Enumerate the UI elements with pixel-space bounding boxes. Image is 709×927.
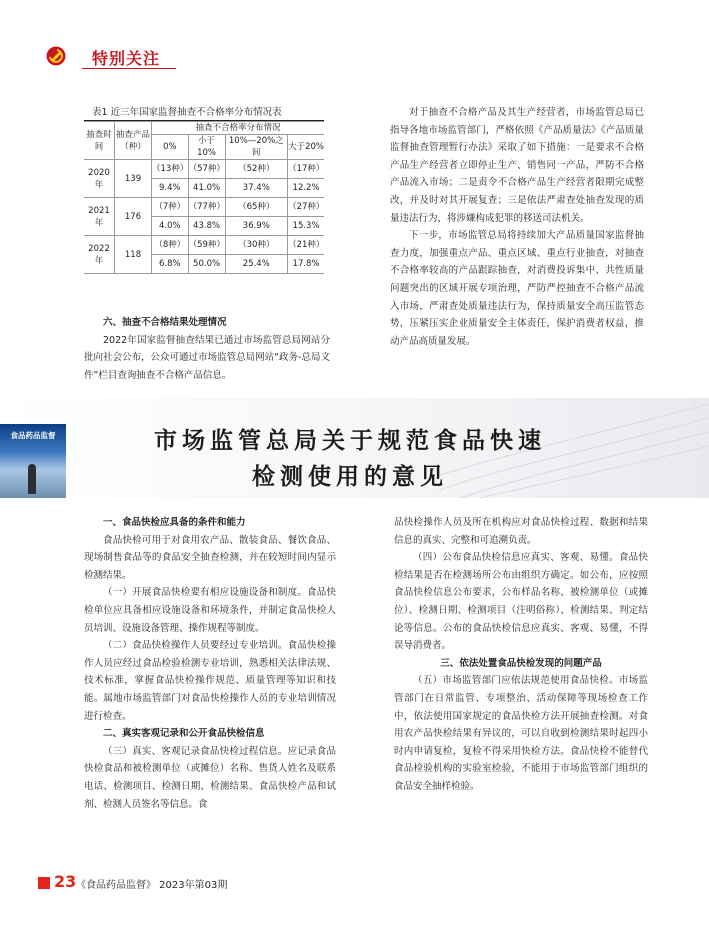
paragraph: 2022年国家监督抽查结果已通过市场监管总局网站分批向社会公布，公众可通过市场监管总局网站“政务-总局文件”栏目查询抽查不合格产品信息。 xyxy=(84,334,330,381)
header-band: 10%—20%之间 xyxy=(225,135,288,160)
count-cell: （13种） xyxy=(152,160,189,179)
percent-cell: 17.8% xyxy=(288,255,324,274)
header-band: 大于20% xyxy=(288,135,324,160)
percent-cell: 50.0% xyxy=(188,255,225,274)
header-band: 小于10% xyxy=(188,135,225,160)
year-cell: 2020年 xyxy=(84,160,115,198)
percent-cell: 37.4% xyxy=(225,179,288,198)
paragraph: （四）公布食品快检信息应真实、客观、易懂。食品快检结果是否在检测场所公布由组织方确定。如公布，应按照食品快检信息公布要求，公布样品名称、被检测单位（或摊位）、检测日期、检测项目（注明俗称）、检测结果、判定结论等信息。公布的食品快检信息应真实、客观、易懂，不得误导消费者。 xyxy=(394,552,648,652)
year-cell: 2021年 xyxy=(84,198,115,236)
header-year: 抽查时间 xyxy=(84,122,115,160)
article-title-line2: 检测使用的意见 xyxy=(252,463,448,490)
paragraph: 对于抽查不合格产品及其生产经营者，市场监管总局已指导各地市场监管部门，严格依照《产品质量法》《产品质量监督抽查管理暂行办法》采取了如下措施：一是要求不合格产品生产经营者立即停止生产、销售同一产品，严防不合格产品流入市场；二是责令不合格产品生产经营者限期完成整改，并及时对其开展复查；三是依法严肃查处抽查发现的质量违法行为，将涉嫌构成犯罪的移送司法机关。 xyxy=(390,107,644,224)
section-label: 特别关注 xyxy=(92,49,161,68)
footer-marker xyxy=(38,877,50,889)
paragraph: 下一步，市场监管总局将持续加大产品质量国家监督抽查力度，加强重点产品、重点区域、重点行业抽查，对抽查不合格率较高的产品跟踪抽查，对消费投诉集中、共性质量问题突出的区域开展专项治理，严防严控抽查不合格产品流入市场，严肃查处质量违法行为，保持质量安全高压监管态势，压紧压实企业质量安全主体责任，保护消费者权益，推动产品高质量发展。 xyxy=(390,230,644,347)
count-cell: （52种） xyxy=(225,160,288,179)
count-cell: （59种） xyxy=(188,236,225,255)
count-cell: （77种） xyxy=(188,198,225,217)
percent-cell: 6.8% xyxy=(152,255,189,274)
count-cell: （30种） xyxy=(225,236,288,255)
article-title-line1: 市场监管总局关于规范食品快速 xyxy=(154,427,546,454)
section-heading: 二、真实客观记录和公开食品快检信息 xyxy=(103,728,265,740)
count-cell: （21种） xyxy=(288,236,324,255)
page-number: 23 xyxy=(54,872,77,891)
header-distribution: 抽查不合格率分布情况 xyxy=(152,122,325,135)
paragraph: 品快检操作人员及所在机构应对食品快检过程、数据和结果信息的真实、完整和可追溯负责。 xyxy=(394,517,648,546)
percent-cell: 36.9% xyxy=(225,217,288,236)
products-cell: 139 xyxy=(115,160,152,198)
right-bottom-column xyxy=(394,514,648,796)
section-heading: 三、依法处置食品快检发现的问题产品 xyxy=(440,657,602,669)
percent-cell: 41.0% xyxy=(188,179,225,198)
person-silhouette xyxy=(28,464,36,494)
products-cell: 176 xyxy=(115,198,152,236)
thumbnail-label: 食品药品监督 xyxy=(10,431,56,440)
party-emblem-icon xyxy=(46,46,66,66)
count-cell: （65种） xyxy=(225,198,288,217)
inspection-rate-table xyxy=(84,121,324,274)
right-top-column xyxy=(390,104,644,350)
percent-cell: 9.4% xyxy=(152,179,189,198)
header-rule xyxy=(82,68,176,69)
year-cell: 2022年 xyxy=(84,236,115,274)
count-cell: （57种） xyxy=(188,160,225,179)
header-band: 0% xyxy=(152,135,189,160)
percent-cell: 25.4% xyxy=(225,255,288,274)
paragraph: （一）开展食品快检要有相应设施设备和制度。食品快检单位应具备相应设施设备和环境条件，并制定食品快检人员培训、设施设备管理、操作规程等制度。 xyxy=(84,587,336,634)
percent-cell: 43.8% xyxy=(188,217,225,236)
count-cell: （8种） xyxy=(152,236,189,255)
products-cell: 118 xyxy=(115,236,152,274)
cover-thumbnail xyxy=(0,424,66,498)
table-row xyxy=(84,198,324,217)
paragraph: （三）真实、客观记录食品快检过程信息。应记录食品快检食品和被检测单位（或摊位）名称、售货人姓名及联系电话、检测项目、检测日期、检测结果、食品快检产品和试剂、检测人员签名等信息。食 xyxy=(84,745,336,810)
paragraph: （五）市场监管部门应依法规范使用食品快检。市场监管部门在日常监管、专项整治、活动保障等现场检查工作中，依法使用国家规定的食品快检方法开展抽查检测。对食用农产品快检结果有异议的，可以自收到检测结果时起四小时内申请复检，复检不得采用快检方法。食品快检不能替代食品检验机构的实验室检验，不能用于市场监管部门组织的食品安全抽样检验。 xyxy=(394,675,648,792)
paragraph: 食品快检可用于对食用农产品、散装食品、餐饮食品、现场制售食品等的食品安全抽查检测，并在较短时间内显示检测结果。 xyxy=(84,534,336,581)
count-cell: （27种） xyxy=(288,198,324,217)
paragraph: （二）食品快检操作人员要经过专业培训。食品快检操作人员应经过食品检验检测专业培训，熟悉相关法律法规、技术标准，掌握食品快检操作规范、质量管理等知识和技能。属地市场监管部门对食品快检操作人员的专业培训情况进行检查。 xyxy=(84,640,336,722)
left-bottom-column xyxy=(84,514,336,813)
percent-cell: 4.0% xyxy=(152,217,189,236)
section-heading: 六、抽查不合格结果处理情况 xyxy=(103,317,227,328)
left-top-column xyxy=(84,314,330,384)
header-products: 抽查产品（种） xyxy=(115,122,152,160)
table-row xyxy=(84,236,324,255)
publication-info: 《食品药品监督》 2023年第03期 xyxy=(76,880,228,891)
count-cell: （17种） xyxy=(288,160,324,179)
table-row xyxy=(84,160,324,179)
count-cell: （7种） xyxy=(152,198,189,217)
section-heading: 一、食品快检应具备的条件和能力 xyxy=(103,517,246,528)
table-caption: 表1 近三年国家监督抽查不合格率分布情况表 xyxy=(92,107,282,118)
percent-cell: 15.3% xyxy=(288,217,324,236)
percent-cell: 12.2% xyxy=(288,179,324,198)
